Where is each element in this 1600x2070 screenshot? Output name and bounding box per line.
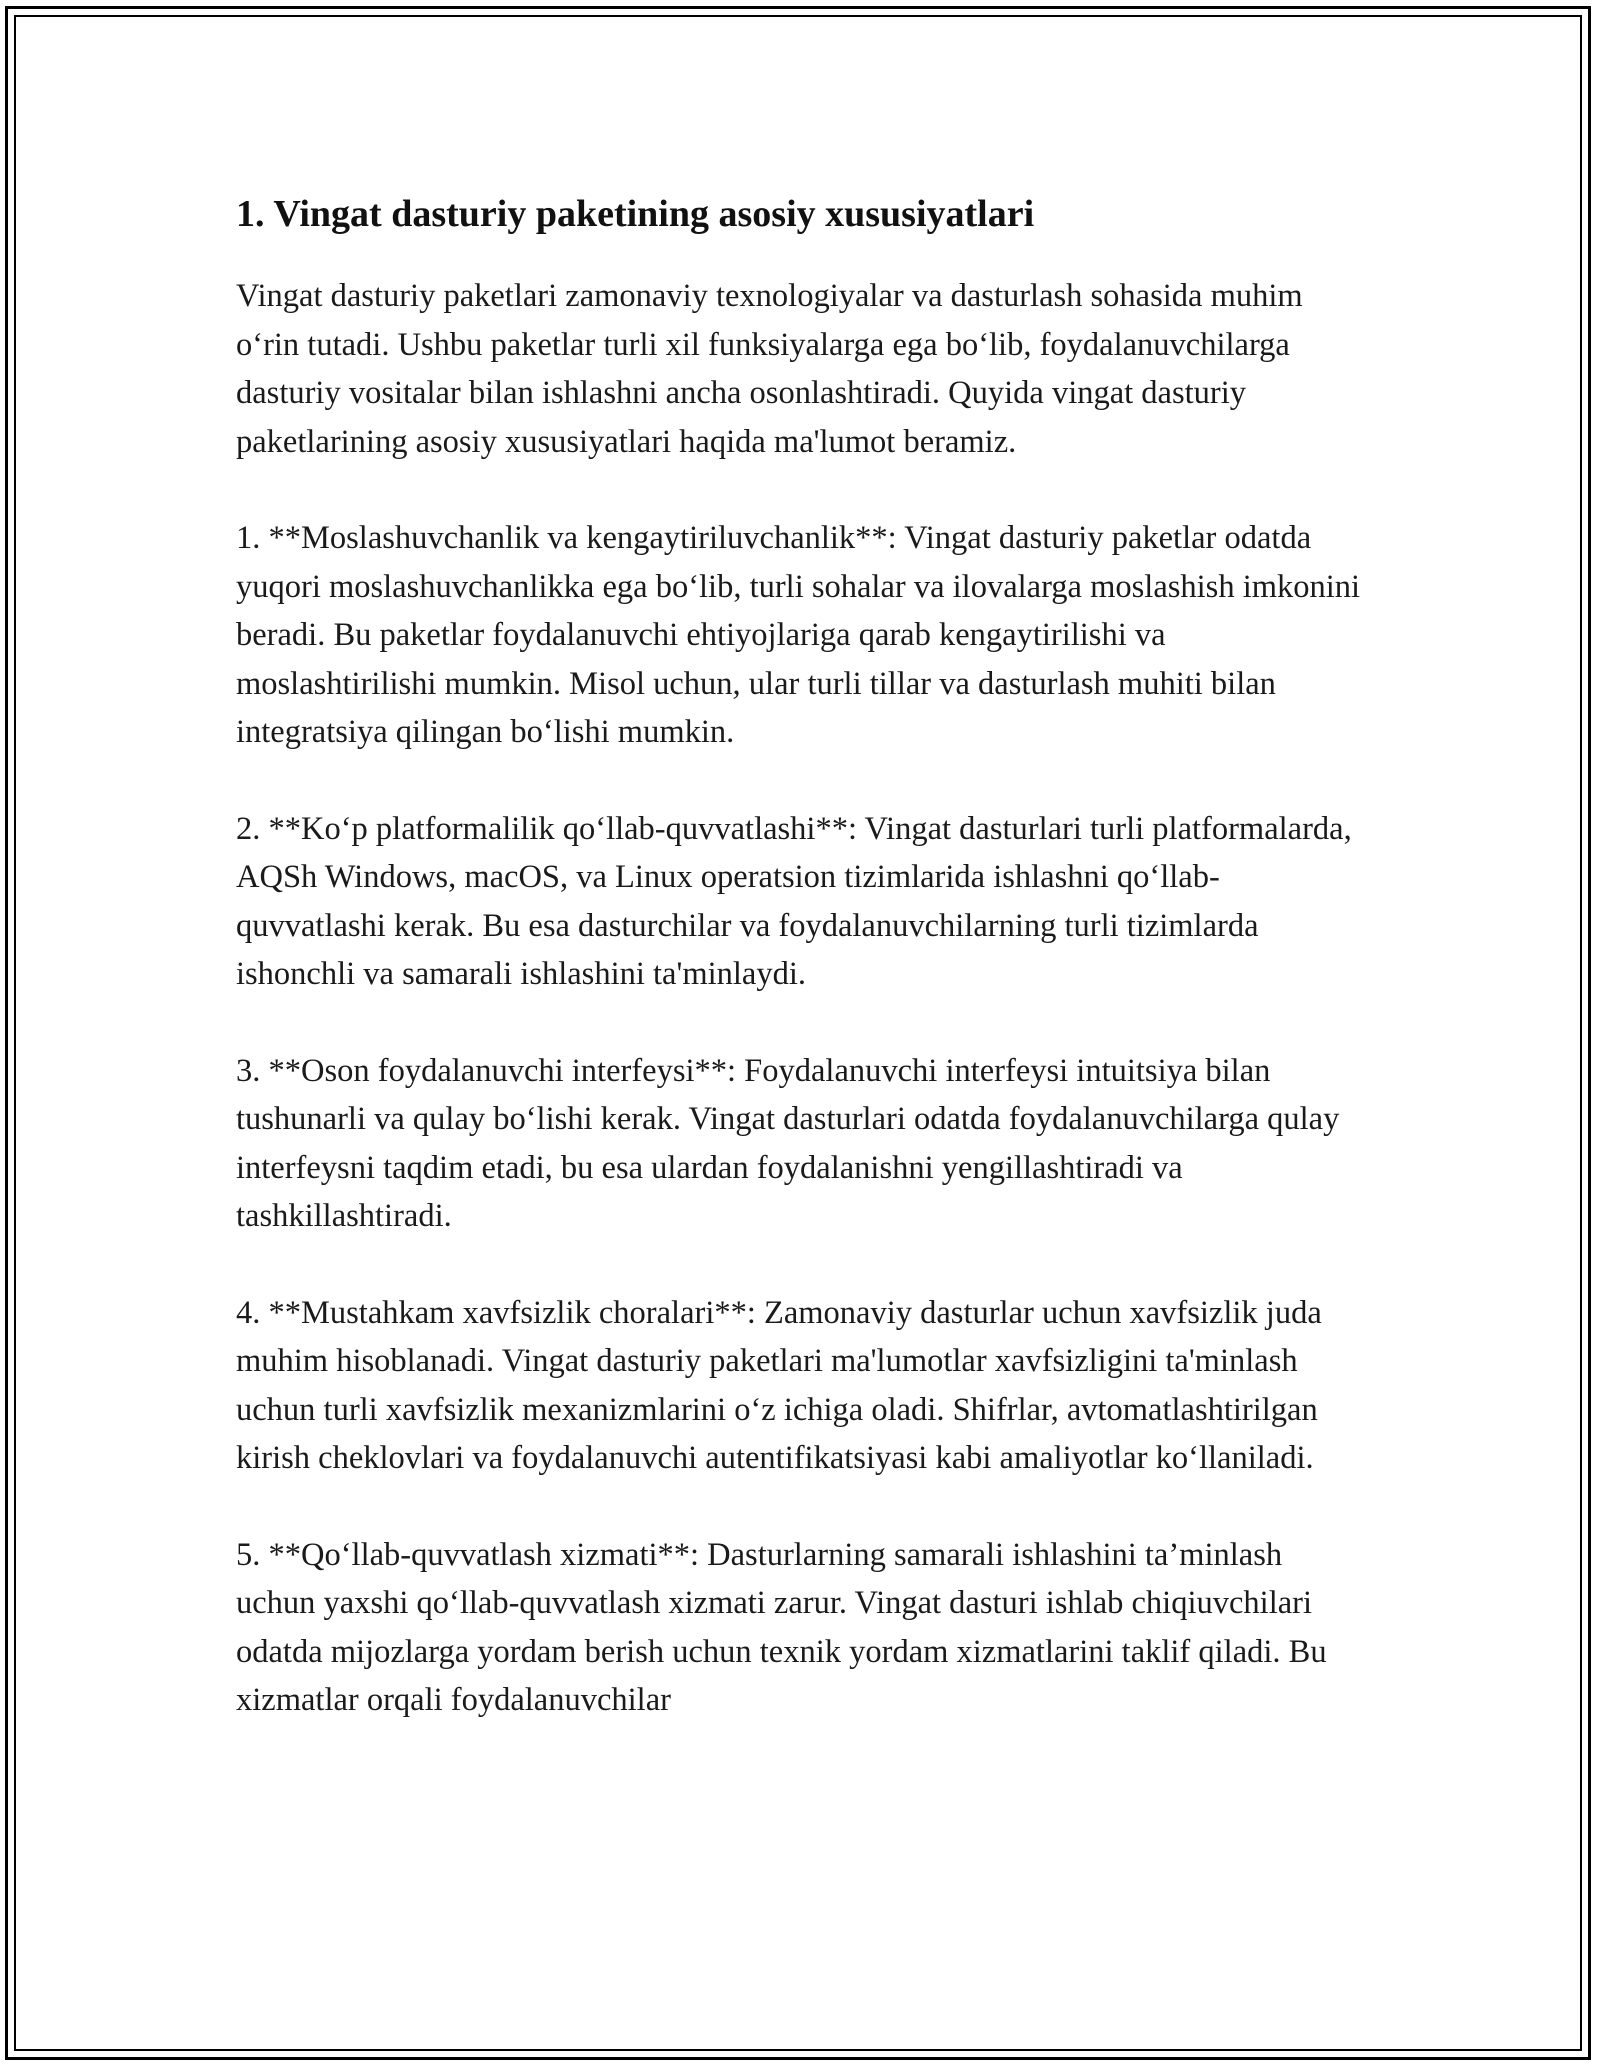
list-item-support-service: 5. **Qo‘llab-quvvatlash xizmati**: Dasturlarning samarali ishlashini ta’minlash uchun yaxshi qo‘llab-quvvatlash xizmati zarur. Vingat dasturi ishlab chiqiuvchilari odatda mijozlarga yordam berish uchun texnik yordam xizmatlarini taklif qiladi. Bu xizmatlar orqali foydalanuvchilar <box>236 1536 1327 1718</box>
list-item-flexibility: 1. **Moslashuvchanlik va kengaytiriluvchanlik**: Vingat dasturiy paketlar odatda yuqori moslashuvchanlikka ega bo‘lib, turli sohalar va ilovalarga moslashish imkonini beradi. Bu paketlar foydalanuvchi ehtiyojlariga qarab kengaytirilishi va moslashtirilishi mumkin. Misol uchun, ular turli tillar va dasturlash muhiti bilan integratsiya qilingan bo‘lishi mumkin. <box>236 520 1361 750</box>
list-item-user-interface: 3. **Oson foydalanuvchi interfeysi**: Foydalanuvchi interfeysi intuitsiya bilan tushunarli va qulay bo‘lishi kerak. Vingat dasturlari odatda foydalanuvchilarga qulay interfeysni taqdim etadi, bu esa ulardan foydalanishni yengillashtiradi va tashkillashtiradi. <box>236 1052 1340 1234</box>
document-body <box>236 186 1366 1725</box>
section-heading: 1. Vingat dasturiy paketining asosiy xususiyatlari <box>236 193 1035 235</box>
list-item-cross-platform: 2. **Ko‘p platformalilik qo‘llab-quvvatlashi**: Vingat dasturlari turli platformalarda, AQSh Windows, macOS, va Linux operatsion tizimlarida ishlashni qo‘llab-quvvatlashi kerak. Bu esa dasturchilar va foydalanuvchilarning turli tizimlarda ishonchli va samarali ishlashini ta'minlaydi. <box>236 810 1352 992</box>
list-item-security: 4. **Mustahkam xavfsizlik choralari**: Zamonaviy dasturlar uchun xavfsizlik juda muhim hisoblanadi. Vingat dasturiy paketlari ma'lumotlar xavfsizligini ta'minlash uchun turli xavfsizlik mexanizmlarini o‘z ichiga oladi. Shifrlar, avtomatlashtirilgan kirish cheklovlari va foydalanuvchi autentifikatsiyasi kabi amaliyotlar ko‘llaniladi. <box>236 1294 1322 1476</box>
intro-paragraph: Vingat dasturiy paketlari zamonaviy texnologiyalar va dasturlash sohasida muhim o‘rin tutadi. Ushbu paketlar turli xil funksiyalarga ega bo‘lib, foydalanuvchilarga dasturiy vositalar bilan ishlashni ancha osonlashtiradi. Quyida vingat dasturiy paketlarining asosiy xususiyatlari haqida ma'lumot beramiz. <box>236 278 1303 460</box>
